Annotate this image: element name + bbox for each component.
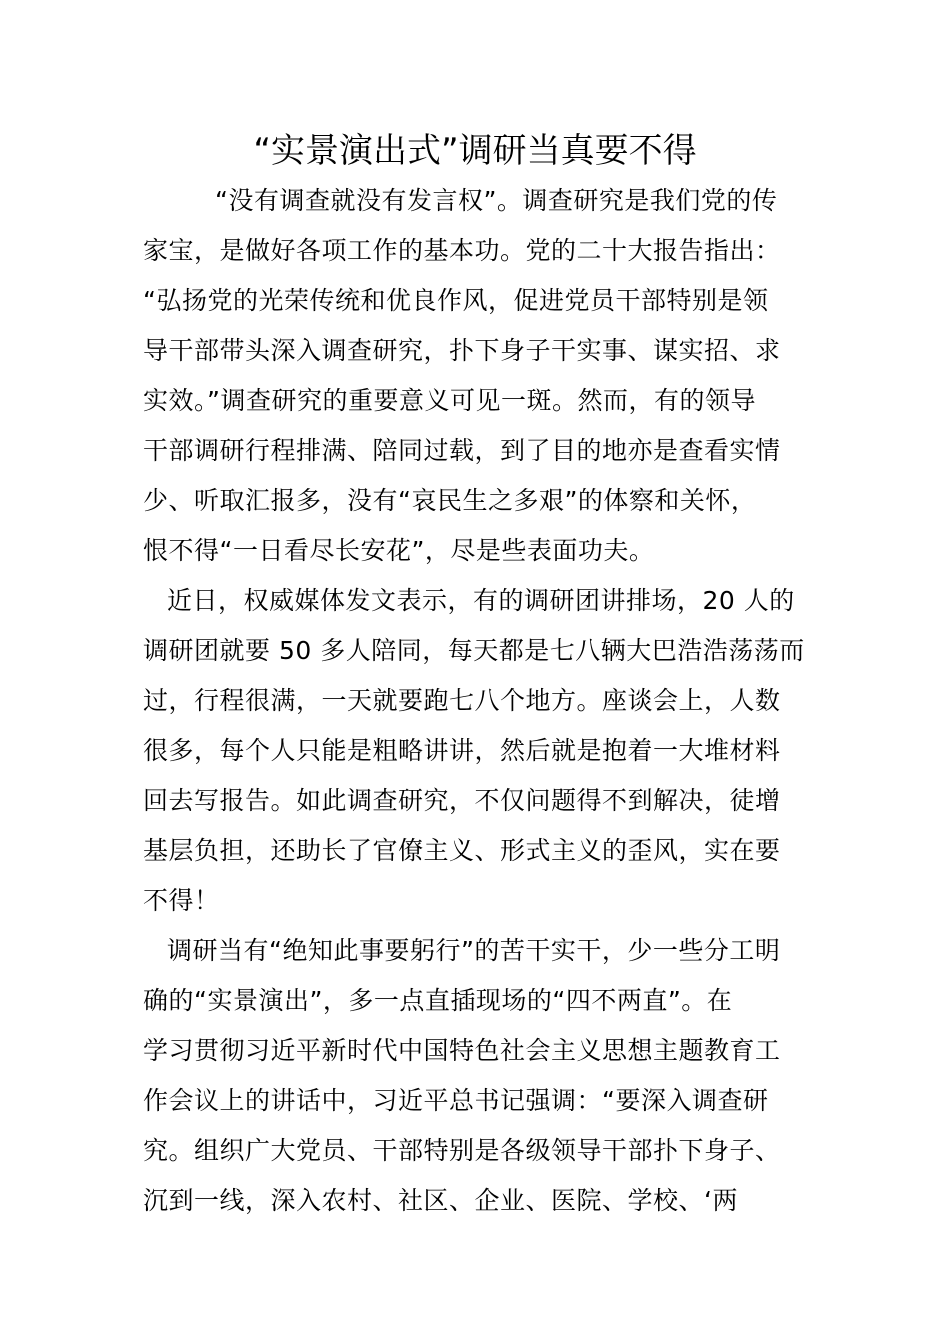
body-line: 很多，每个人只能是粗略讲讲，然后就是抱着一大堆材料 (143, 736, 781, 765)
body-line: 恨不得“一日看尽长安花”，尽是些表面功夫。 (143, 536, 655, 565)
body-line: 确的“实景演出”，多一点直插现场的“四不两直”。在 (143, 986, 733, 1015)
body-line: 沉到一线，深入农村、社区、企业、医院、学校、‘两 (143, 1186, 738, 1215)
body-line: 实效。”调查研究的重要意义可见一斑。然而，有的领导 (143, 386, 756, 415)
body-line: 调研当有“绝知此事要躬行”的苦干实干，少一些分工明 (167, 936, 781, 965)
body-line: 家宝，是做好各项工作的基本功。党的二十大报告指出： (143, 236, 781, 265)
body-line: 少、听取汇报多，没有“哀民生之多艰”的体察和关怀， (143, 486, 757, 515)
body-line: 回去写报告。如此调查研究，不仅问题得不到解决，徒增 (143, 786, 781, 815)
body-line: 作会议上的讲话中，习近平总书记强调：“要深入调查研 (143, 1086, 769, 1115)
body-line: 不得！ (143, 886, 220, 915)
body-line: 导干部带头深入调查研究，扑下身子干实事、谋实招、求 (143, 336, 781, 365)
body-line: 学习贯彻习近平新时代中国特色社会主义思想主题教育工 (143, 1036, 781, 1065)
body-line: 究。组织广大党员、干部特别是各级领导干部扑下身子、 (143, 1136, 781, 1165)
body-line: 基层负担，还助长了官僚主义、形式主义的歪风，实在要 (143, 836, 781, 865)
document-body (143, 176, 813, 1226)
body-line: 调研团就要 50 多人陪同，每天都是七八辆大巴浩浩荡荡而 (143, 636, 805, 665)
body-line: “弘扬党的光荣传统和优良作风，促进党员干部特别是领 (143, 286, 769, 315)
document-title: “实景演出式”调研当真要不得 (253, 131, 697, 171)
body-line: 过，行程很满，一天就要跑七八个地方。座谈会上，人数 (143, 686, 781, 715)
body-line: 干部调研行程排满、陪同过载，到了目的地亦是查看实情 (143, 436, 781, 465)
body-line: “没有调查就没有发言权”。调查研究是我们党的传 (215, 186, 778, 215)
body-line: 近日，权威媒体发文表示，有的调研团讲排场，20 人的 (167, 586, 795, 615)
